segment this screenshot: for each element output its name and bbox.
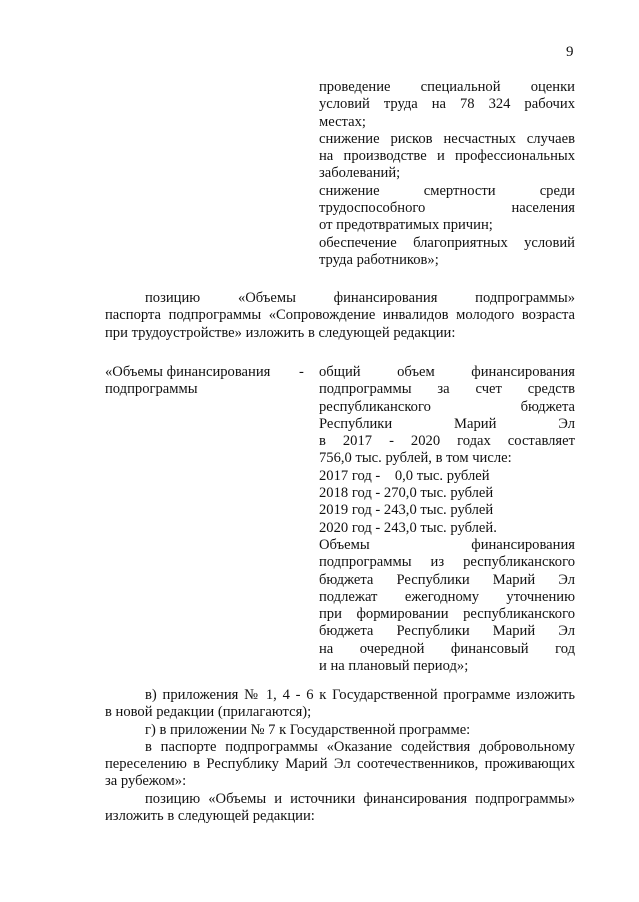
table-value-line: 756,0 тыс. рублей, в том числе: [319, 450, 512, 467]
text-line: труда работников»; [319, 251, 439, 268]
text-line: трудоспособного населения [319, 200, 575, 217]
table-label-line: подпрограммы [105, 381, 198, 398]
paragraph-line: за рубежом»: [105, 773, 187, 790]
table-value-line: республиканского бюджета [319, 398, 575, 415]
table-value-line: Объемы финансирования [319, 536, 575, 553]
paragraph-line: паспорта подпрограммы «Сопровождение инвалидов молодого возраста [105, 307, 575, 324]
paragraph-line: при трудоустройстве» изложить в следующей редакции: [105, 324, 456, 341]
text-line: на производстве и профессиональных [319, 148, 575, 165]
paragraph-line: позицию «Объемы и источники финансирования подпрограммы» [145, 790, 575, 807]
table-value-line: в 2017 - 2020 годах составляет [319, 433, 575, 450]
paragraph-line: в новой редакции (прилагаются); [105, 704, 312, 721]
paragraph-line: переселению в Республику Марий Эл соотечественников, проживающих [105, 756, 575, 773]
text-line: снижение рисков несчастных случаев [319, 130, 575, 147]
text-line: местах; [319, 113, 366, 130]
table-dash: - [299, 364, 304, 380]
table-value [319, 364, 575, 675]
table-label [105, 364, 295, 399]
paragraph-line: изложить в следующей редакции: [105, 808, 315, 825]
table-value-line: подпрограммы за счет средств [319, 381, 575, 398]
table-value-line: на очередной финансовый год [319, 640, 575, 657]
table-value-line: 2019 год - 243,0 тыс. рублей [319, 502, 494, 519]
page-number: 9 [566, 44, 574, 60]
text-line: от предотвратимых причин; [319, 217, 493, 234]
table-value-line: бюджета Республики Марий Эл [319, 623, 575, 640]
paragraph-line: г) в приложении № 7 к Государственной программе: [145, 721, 471, 738]
table-value-line: подпрограммы из республиканского [319, 554, 575, 571]
text-line: условий труда на 78 324 рабочих [319, 96, 575, 113]
text-line: снижение смертности среди [319, 182, 575, 199]
table-value-line: при формировании республиканского [319, 606, 575, 623]
text-line: проведение специальной оценки [319, 79, 575, 95]
text-line: обеспечение благоприятных условий [319, 234, 575, 251]
paragraph-line: в паспорте подпрограммы «Оказание содействия добровольному [145, 738, 575, 755]
position-paragraph [105, 290, 575, 342]
table-value-line: общий объем финансирования [319, 364, 575, 380]
bottom-text-block [105, 687, 575, 825]
table-label-line: «Объемы финансирования [105, 364, 271, 380]
table-value-line: Республики Марий Эл [319, 415, 575, 432]
table-value-line: 2018 год - 270,0 тыс. рублей [319, 485, 494, 502]
table-value-line: 2017 год - 0,0 тыс. рублей [319, 467, 490, 484]
table-value-line: 2020 год - 243,0 тыс. рублей. [319, 519, 497, 536]
paragraph-line: в) приложения № 1, 4 - 6 к Государственной программе изложить [145, 687, 575, 703]
paragraph-line: позицию «Объемы финансирования подпрограммы» [145, 290, 575, 306]
table-value-line: подлежат ежегодному уточнению [319, 588, 575, 605]
text-line: заболеваний; [319, 165, 401, 182]
top-text-block [319, 79, 575, 269]
table-value-line: и на плановый период»; [319, 658, 469, 675]
table-value-line: бюджета Республики Марий Эл [319, 571, 575, 588]
